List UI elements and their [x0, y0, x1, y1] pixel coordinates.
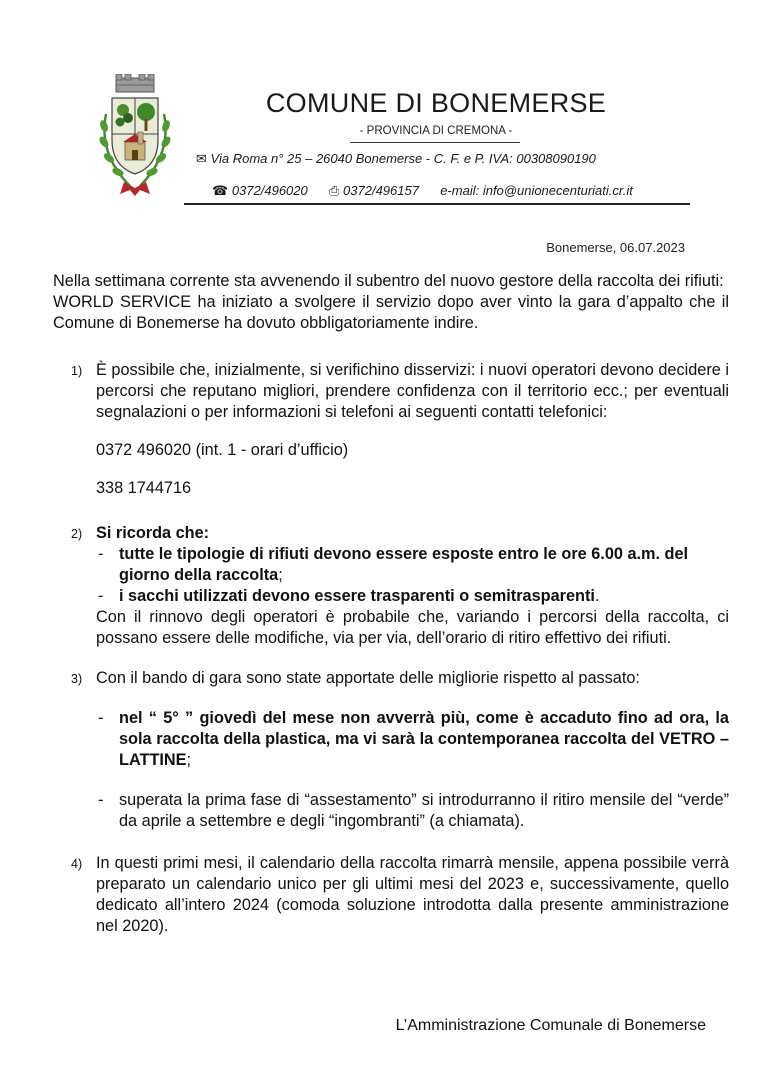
item-2-bullet-2: - i sacchi utilizzati devono essere trasparenti o semitrasparenti.	[98, 587, 600, 605]
item-3-text: Con il bando di gara sono state apportate delle migliorie rispetto al passato:	[96, 669, 640, 687]
phone-number: 0372/496020	[231, 183, 308, 198]
bullet-text: superata la prima fase di “assestamento” si introdurranno il ritiro mensile del “verde” da aprile a settembre e degli “ingombranti” (a chiamata).	[119, 791, 729, 830]
notice-list	[53, 360, 729, 937]
list-item-2	[53, 523, 729, 649]
item-number: 2)	[71, 527, 83, 541]
email-address: e-mail: info@unionecenturiati.cr.it	[440, 183, 633, 198]
bullet-text: i sacchi utilizzati devono essere trasparenti o semitrasparenti	[119, 587, 595, 605]
telephone-icon: ☎	[212, 183, 229, 198]
item-4-text: In questi primi mesi, il calendario della raccolta rimarrà mensile, appena possibile verrà preparato un calendario unico per gli ultimi mesi del 2023 e, successivamente, quello dedicato all’intero 2024 (comoda soluzione introdotta dalla presente amministrazione nel 2020).	[96, 854, 729, 935]
item-3-bullet-2: - superata la prima fase di “assestamento” si introdurranno il ritiro mensile del “verde” da aprile a settembre e degli “ingombranti” (a chiamata).	[98, 791, 729, 830]
item-2-text: Con il rinnovo degli operatori è probabile che, variando i percorsi della raccolta, ci possano essere delle modifiche, via per via, dell’orario di ritiro effettivo dei rifiuti.	[96, 608, 729, 647]
item-2-lead: Si ricorda che:	[96, 524, 210, 542]
item-1-text: È possibile che, inizialmente, si verifichino disservizi: i nuovi operatori devono decidere i percorsi che reputano migliori, prendere confidenza con il territorio ecc.; per eventuali segnalazioni o per informazioni si telefoni ai seguenti contatti telefonici:	[96, 361, 729, 421]
contact-phone-1: 0372 496020 (int. 1 - orari d’ufficio)	[96, 441, 349, 459]
list-item-1	[53, 360, 729, 499]
bullet-text: nel “ 5° ” giovedì del mese non avverrà più, come è accaduto fino ad ora, la sola raccolta della plastica, ma vi sarà la contemporanea raccolta del VETRO – LATTINE	[119, 709, 729, 769]
item-number: 4)	[71, 857, 83, 871]
municipality-title: COMUNE DI BONEMERSE	[265, 88, 607, 118]
province-subtitle: - PROVINCIA DI CREMONA -	[359, 125, 513, 137]
item-number: 3)	[71, 672, 83, 686]
item-number: 1)	[71, 364, 83, 378]
envelope-icon: ✉	[196, 151, 207, 166]
address-line	[196, 151, 696, 167]
signature: L’Amministrazione Comunale di Bonemerse	[395, 1017, 706, 1034]
municipal-coat-of-arms-icon	[94, 74, 176, 200]
bullet-text: tutte le tipologie di rifiuti devono essere esposte entro le ore 6.00 a.m. del giorno della raccolta	[119, 545, 689, 584]
item-3-bullet-1: - nel “ 5° ” giovedì del mese non avverrà più, come è accaduto fino ad ora, la sola raccolta della plastica, ma vi sarà la contemporanea raccolta del VETRO – LATTINE;	[98, 709, 729, 769]
item-2-bullet-1: - tutte le tipologie di rifiuti devono essere esposte entro le ore 6.00 a.m. del giorno della raccolta;	[98, 545, 689, 584]
fax-icon: ⎙	[329, 183, 340, 198]
letter-body	[53, 271, 729, 937]
list-item-3	[53, 668, 729, 832]
intro-paragraph-2: WORLD SERVICE ha iniziato a svolgere il servizio dopo aver vinto la gara d’appalto che il Comune di Bonemerse ha dovuto obbligatoriamente indire.	[53, 293, 729, 332]
list-item-4	[53, 853, 729, 937]
province-underline	[350, 142, 520, 143]
letter-date: Bonemerse, 06.07.2023	[546, 240, 685, 255]
contact-phone-2: 338 1744716	[96, 479, 192, 497]
intro-paragraph-1: Nella settimana corrente sta avvenendo il subentro del nuovo gestore della raccolta dei rifiuti:	[53, 272, 724, 290]
contacts-line	[212, 183, 692, 199]
header-divider	[184, 203, 690, 205]
address-text: Via Roma n° 25 – 26040 Bonemerse - C. F. e P. IVA: 00308090190	[210, 151, 596, 166]
fax-number: 0372/496157	[343, 183, 419, 198]
